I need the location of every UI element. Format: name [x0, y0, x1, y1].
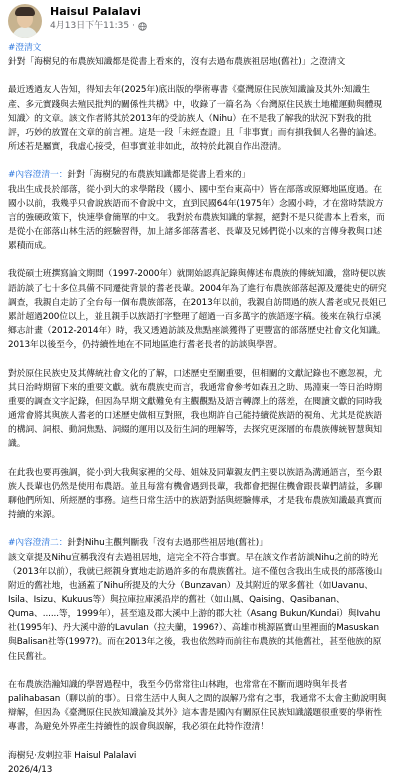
meta-separator: · [132, 21, 135, 31]
paragraph-2: 我出生成長於部落，從小到大的求學階段（國小、國中至台東高中）皆在部落或原鄉地區度過。在國小以前，我幾乎只會說族語而不會說中文，直到民國64年(1975年）念國小時，才在當時禁說方言的強硬政策下，快速學會簡單的中文。 我對於布農族知識的掌握，絕對不是只從書本上看來，而是從小在部落山林生活的經驗習得，加上諸多部落耆老、長輩及兄姊們從小以來的言傳身教與口述累積而成。 [8, 184, 385, 252]
paragraph-6: 該文章提及Nihu宣稱我沒有去過祖居地，這完全不符合事實。早在該文作者訪談Nihu之前的時光（2013年以前），我就已經親身實地走訪過許多的布農族舊社。這不僅包含我出生成長的部落後山附近的舊社地，也涵蓋了Nihu所提及的大分（Bunzavan）及其附近的眾多舊社（如Uavanu、Isila、Isizu、Kukuus等）與拉庫拉庫溪沿岸的舊社（如山風、Qaising、Qasibanan、Quma、......等，1999年），甚至遠及郡大溪中上游的郡大社（Asang Bukun/Kundai）與Ivahu社(1995年)、丹大溪中游的Lavulan（拉夫蘭，1996?）、高雄市桃源區寶山里裡面的Masuskan與Balisan社等(1997?)。而在2013年之後，我也依然時而前往布農族的其他舊社，甚至他族的原住民舊社。 [8, 552, 383, 662]
paragraph-5: 在此我也要再強調，從小到大我與家裡的父母、姐妹及同輩親友們主要以族語為溝通語言，至今跟族人長輩也仍然是使用布農語。並且每當有機會遇到長輩，我都會把握住機會跟長輩們請益，多聊聊他們所知、所經歷的事務。這些日常生活中的族語對話與經驗傳承，才是我布農族知識最真實而持續的來源。 [8, 467, 382, 521]
paragraph-1: 最近透過友人告知，得知去年(2025年)底出版的學術專書《臺灣原住民族知識論及其外:知識生產、多元實踐與去殖民批判的關係性共構》中，收錄了一篇名為〈台灣原住民族土地權運動與體現知識〉的文章。該文作者將其於2013年的受訪族人（Nihu）在不是我了解我的狀況下對我的批評，巧妙的放置在文章的前言裡。這是一段「未經查證」且「非事實」而有損我個人名譽的論述。所述若是屬實，我虛心接受，但事實並非如此，故特於此親自作出澄清。 [8, 85, 382, 153]
post-intro: 針對「海樹兒的布農族知識都是從書上看來的，沒有去過布農族祖居地(舊社)」之澄清文 [8, 57, 346, 68]
avatar[interactable] [8, 4, 42, 38]
section-2-heading-text: 針對Nihu主觀判斷我「沒有去過那些祖居地(舊社)」 [67, 538, 268, 549]
hashtag-link[interactable]: #澄清文 [8, 43, 42, 53]
paragraph-3: 我從碩士班撰寫論文期間（1997-2000年）就開始認真記錄與傳述布農族的傳統知識，當時便以族語訪談了七十多位具備不同遷徙背景的耆老長輩。2004年為了進行布農族部落起源及遷徙史的研究調查，我親自走訪了全台每一個布農族部落，在2013年以前，我親自訪問過的族人耆老或兄長姐已累計超過200位以上，並且親手以族語打字整理了超過一百多萬字的族語逐字稿。後來在執行卓溪鄉志計畫（2012-2014年）時，我又透過訪談及焦點座談獲得了更豐富的部落歷史社會文化知識。2013年以後至今，仍持續性地在不同地區進行耆老長者的訪談與學習。 [8, 269, 387, 351]
section-1-heading [8, 168, 387, 182]
post-date: 2026/4/13 [8, 764, 53, 775]
post-header [8, 4, 147, 38]
paragraph-4: 對於原住民族史及其傳統社會文化的了解，口述歷史至關重要，但相關的文獻記錄也不應忽視，尤其日治時期留下來的重要文獻。就布農族史而言，我通常會參考如森丑之助、馬淵東一等日治時期重要的調查文字記錄，但因為早期文獻難免有主觀觀點及語言轉譯上的落差，在閱讀文獻的同時我通常會將其與族人耆老的口述歷史做相互對照，我也期許自己能持續從族語的視角、尤其是從族語的構詞、詞根、動詞焦點、詞綴的運用以及衍生詞的理解等，去探究更深層的布農族傳統智慧與知識。 [8, 368, 382, 450]
post-meta [50, 4, 147, 32]
section-2-heading [8, 536, 387, 550]
signature: 海樹兒·犮剌拉菲 Haisul Palalavi [8, 750, 137, 761]
section-1-heading-text: 針對「海樹兒的布農族知識都是從書上看來的」 [67, 170, 251, 181]
post-submeta [50, 20, 147, 32]
content-hashtag-2[interactable]: #內容澄清二： [8, 538, 68, 549]
post-timestamp[interactable]: 4月13日下午11:35 [50, 21, 130, 31]
paragraph-7: 在布農族浩瀚知識的學習過程中，我至今仍常常往山林跑，也常常在不斷而遇時與年長者palihabasan（聊以前的事）。日常生活中人與人之間的誤解乃常有之事，我通常不太會主動說明與辯解，但因為《臺灣原住民族知識論及其外》這本書是國內有關原住民族知識議題很重要的學術性專書，為避免外界產生持續性的誤會與誤解，我必須在此特作澄清！ [8, 679, 387, 733]
author-name[interactable]: Haisul Palalavi [50, 5, 141, 18]
content-hashtag-1[interactable]: #內容澄清一： [8, 170, 68, 181]
post-body [8, 41, 387, 777]
globe-icon [138, 22, 147, 31]
